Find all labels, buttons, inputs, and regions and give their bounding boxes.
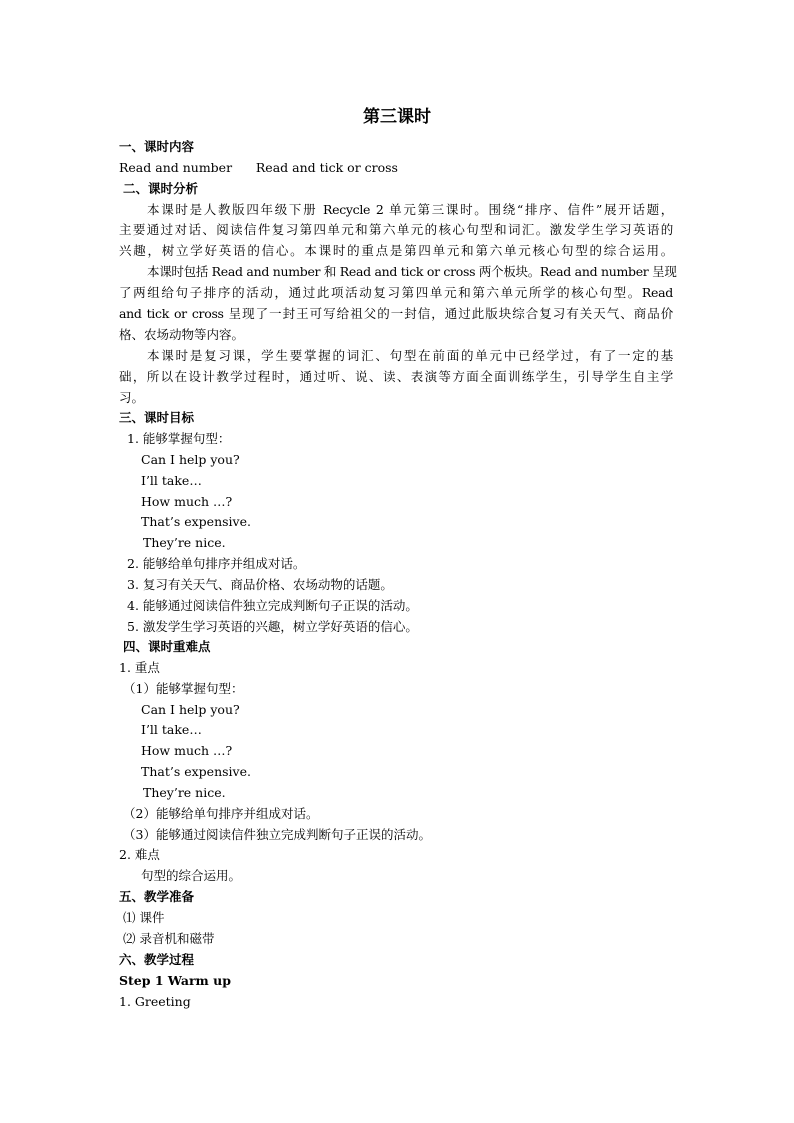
section-heading-content: 一、课时内容 <box>119 139 195 154</box>
objective-item: 1. 能够掌握句型： <box>127 431 231 446</box>
sentence-pattern: They’re nice. <box>143 785 226 800</box>
section-heading-key-points: 四、课时重难点 <box>123 639 211 654</box>
key-point-item: （3）能够通过阅读信件独立完成判断句子正误的活动。 <box>123 827 431 842</box>
objective-item: 4. 能够通过阅读信件独立完成判断句子正误的活动。 <box>127 598 418 613</box>
analysis-line: and tick or cross 呈现了一封王可写给祖父的一封信，通过此版块综合复习有关天气、商品价 <box>119 306 673 321</box>
analysis-line: 本课时包括 Read and number 和 Read and tick or cross 两个板块。Read and number 呈现 <box>147 264 677 279</box>
key-point-item: （2）能够给单句排序并组成对话。 <box>123 806 319 821</box>
difficult-point-label: 2. 难点 <box>119 847 160 862</box>
analysis-line: 主要通过对话、阅读信件复习第四单元和第六单元的核心句型和词汇。激发学生学习英语的 <box>119 222 673 237</box>
objective-item: 3. 复习有关天气、商品价格、农场动物的话题。 <box>127 577 393 592</box>
section-heading-procedure: 六、教学过程 <box>119 952 195 967</box>
sentence-pattern: Can I help you? <box>141 452 240 467</box>
section-heading-analysis: 二、课时分析 <box>123 181 199 196</box>
preparation-item: ⑵ 录音机和磁带 <box>123 931 215 946</box>
difficult-point-text: 句型的综合运用。 <box>141 868 242 883</box>
objective-item: 2. 能够给单句排序并组成对话。 <box>127 556 306 571</box>
analysis-line: 本课时是人教版四年级下册 Recycle 2 单元第三课时。围绕“排序、信件”展开话题， <box>147 202 673 217</box>
page-title: 第三课时 <box>363 107 431 127</box>
analysis-line: 础，所以在设计教学过程时，通过听、说、读、表演等方面全面训练学生，引导学生自主学 <box>119 369 673 384</box>
sentence-pattern: Can I help you? <box>141 702 240 717</box>
step-sub-item: 1. Greeting <box>119 994 191 1009</box>
step-heading: Step 1 Warm up <box>119 973 231 988</box>
analysis-line: 格、农场动物等内容。 <box>119 327 245 342</box>
objective-item: 5. 激发学生学习英语的兴趣，树立学好英语的信心。 <box>127 619 418 634</box>
section-heading-objectives: 三、课时目标 <box>119 410 195 425</box>
analysis-line: 本课时是复习课，学生要掌握的词汇、句型在前面的单元中已经学过，有了一定的基 <box>147 348 673 363</box>
sentence-pattern: I’ll take… <box>141 722 202 737</box>
preparation-item: ⑴ 课件 <box>123 910 165 925</box>
analysis-line: 习。 <box>119 390 145 405</box>
sentence-pattern: That’s expensive. <box>141 514 251 529</box>
sentence-pattern: I’ll take… <box>141 473 202 488</box>
sentence-pattern: That’s expensive. <box>141 764 251 779</box>
section-heading-preparation: 五、教学准备 <box>119 889 195 904</box>
sentence-pattern: How much …? <box>141 743 233 758</box>
key-point-item: （1）能够掌握句型： <box>123 681 244 696</box>
lesson-content-text: Read and number Read and tick or cross <box>119 160 398 175</box>
sentence-pattern: How much …? <box>141 494 233 509</box>
sentence-pattern: They’re nice. <box>143 535 226 550</box>
analysis-line: 了两组给句子排序的活动，通过此项活动复习第四单元和第六单元所学的核心句型。Read <box>119 285 673 300</box>
analysis-line: 兴趣，树立学好英语的信心。本课时的重点是第四单元和第六单元核心句型的综合运用。 <box>119 243 673 258</box>
key-point-label: 1. 重点 <box>119 660 160 675</box>
